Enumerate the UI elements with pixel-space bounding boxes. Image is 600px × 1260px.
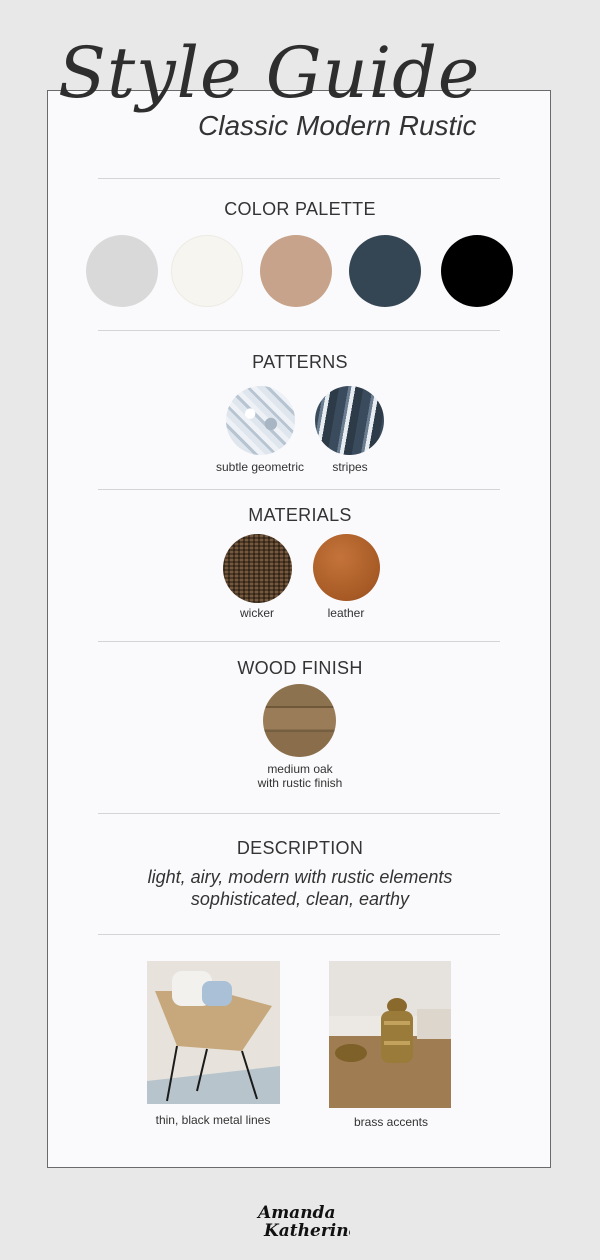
divider bbox=[98, 813, 500, 814]
logo-text-line1: Amanda bbox=[258, 1203, 336, 1223]
wicker-swatch bbox=[223, 534, 292, 603]
chair-photo bbox=[147, 961, 280, 1104]
divider bbox=[98, 178, 500, 179]
description-heading: DESCRIPTION bbox=[236, 838, 364, 858]
amanda-katherine-logo bbox=[250, 1196, 350, 1246]
leather-swatch bbox=[313, 534, 380, 601]
material-label: wicker bbox=[239, 606, 274, 620]
color-swatch bbox=[260, 235, 332, 307]
description-line1: light, airy, modern with rustic elements bbox=[147, 867, 453, 887]
color-swatch bbox=[171, 235, 243, 307]
divider bbox=[98, 330, 500, 331]
oak-swatch bbox=[263, 684, 336, 757]
brass-photo bbox=[329, 961, 451, 1108]
pattern-label: stripes bbox=[332, 460, 368, 474]
divider bbox=[98, 641, 500, 642]
divider bbox=[98, 489, 500, 490]
color-swatch bbox=[441, 235, 513, 307]
photo-caption: thin, black metal lines bbox=[155, 1113, 271, 1127]
description-line2: sophisticated, clean, earthy bbox=[190, 889, 410, 909]
wood-finish-label-line1: medium oak bbox=[267, 762, 333, 776]
divider bbox=[98, 934, 500, 935]
subtle-geometric-swatch bbox=[226, 386, 295, 455]
page-title: Style Guide bbox=[58, 32, 481, 114]
material-label: leather bbox=[327, 606, 365, 620]
wood-finish-heading: WOOD FINISH bbox=[237, 658, 363, 678]
page-subtitle: Classic Modern Rustic bbox=[198, 110, 477, 141]
color-palette-heading: COLOR PALETTE bbox=[224, 199, 376, 219]
patterns-heading: PATTERNS bbox=[252, 352, 348, 372]
stripes-swatch bbox=[315, 386, 384, 455]
wood-finish-label-line2: with rustic finish bbox=[257, 776, 343, 790]
logo-text-line2: Katherine bbox=[264, 1221, 350, 1241]
color-swatch bbox=[349, 235, 421, 307]
materials-heading: MATERIALS bbox=[248, 505, 352, 525]
color-swatch bbox=[86, 235, 158, 307]
pattern-label: subtle geometric bbox=[215, 460, 305, 474]
photo-caption: brass accents bbox=[353, 1115, 429, 1129]
